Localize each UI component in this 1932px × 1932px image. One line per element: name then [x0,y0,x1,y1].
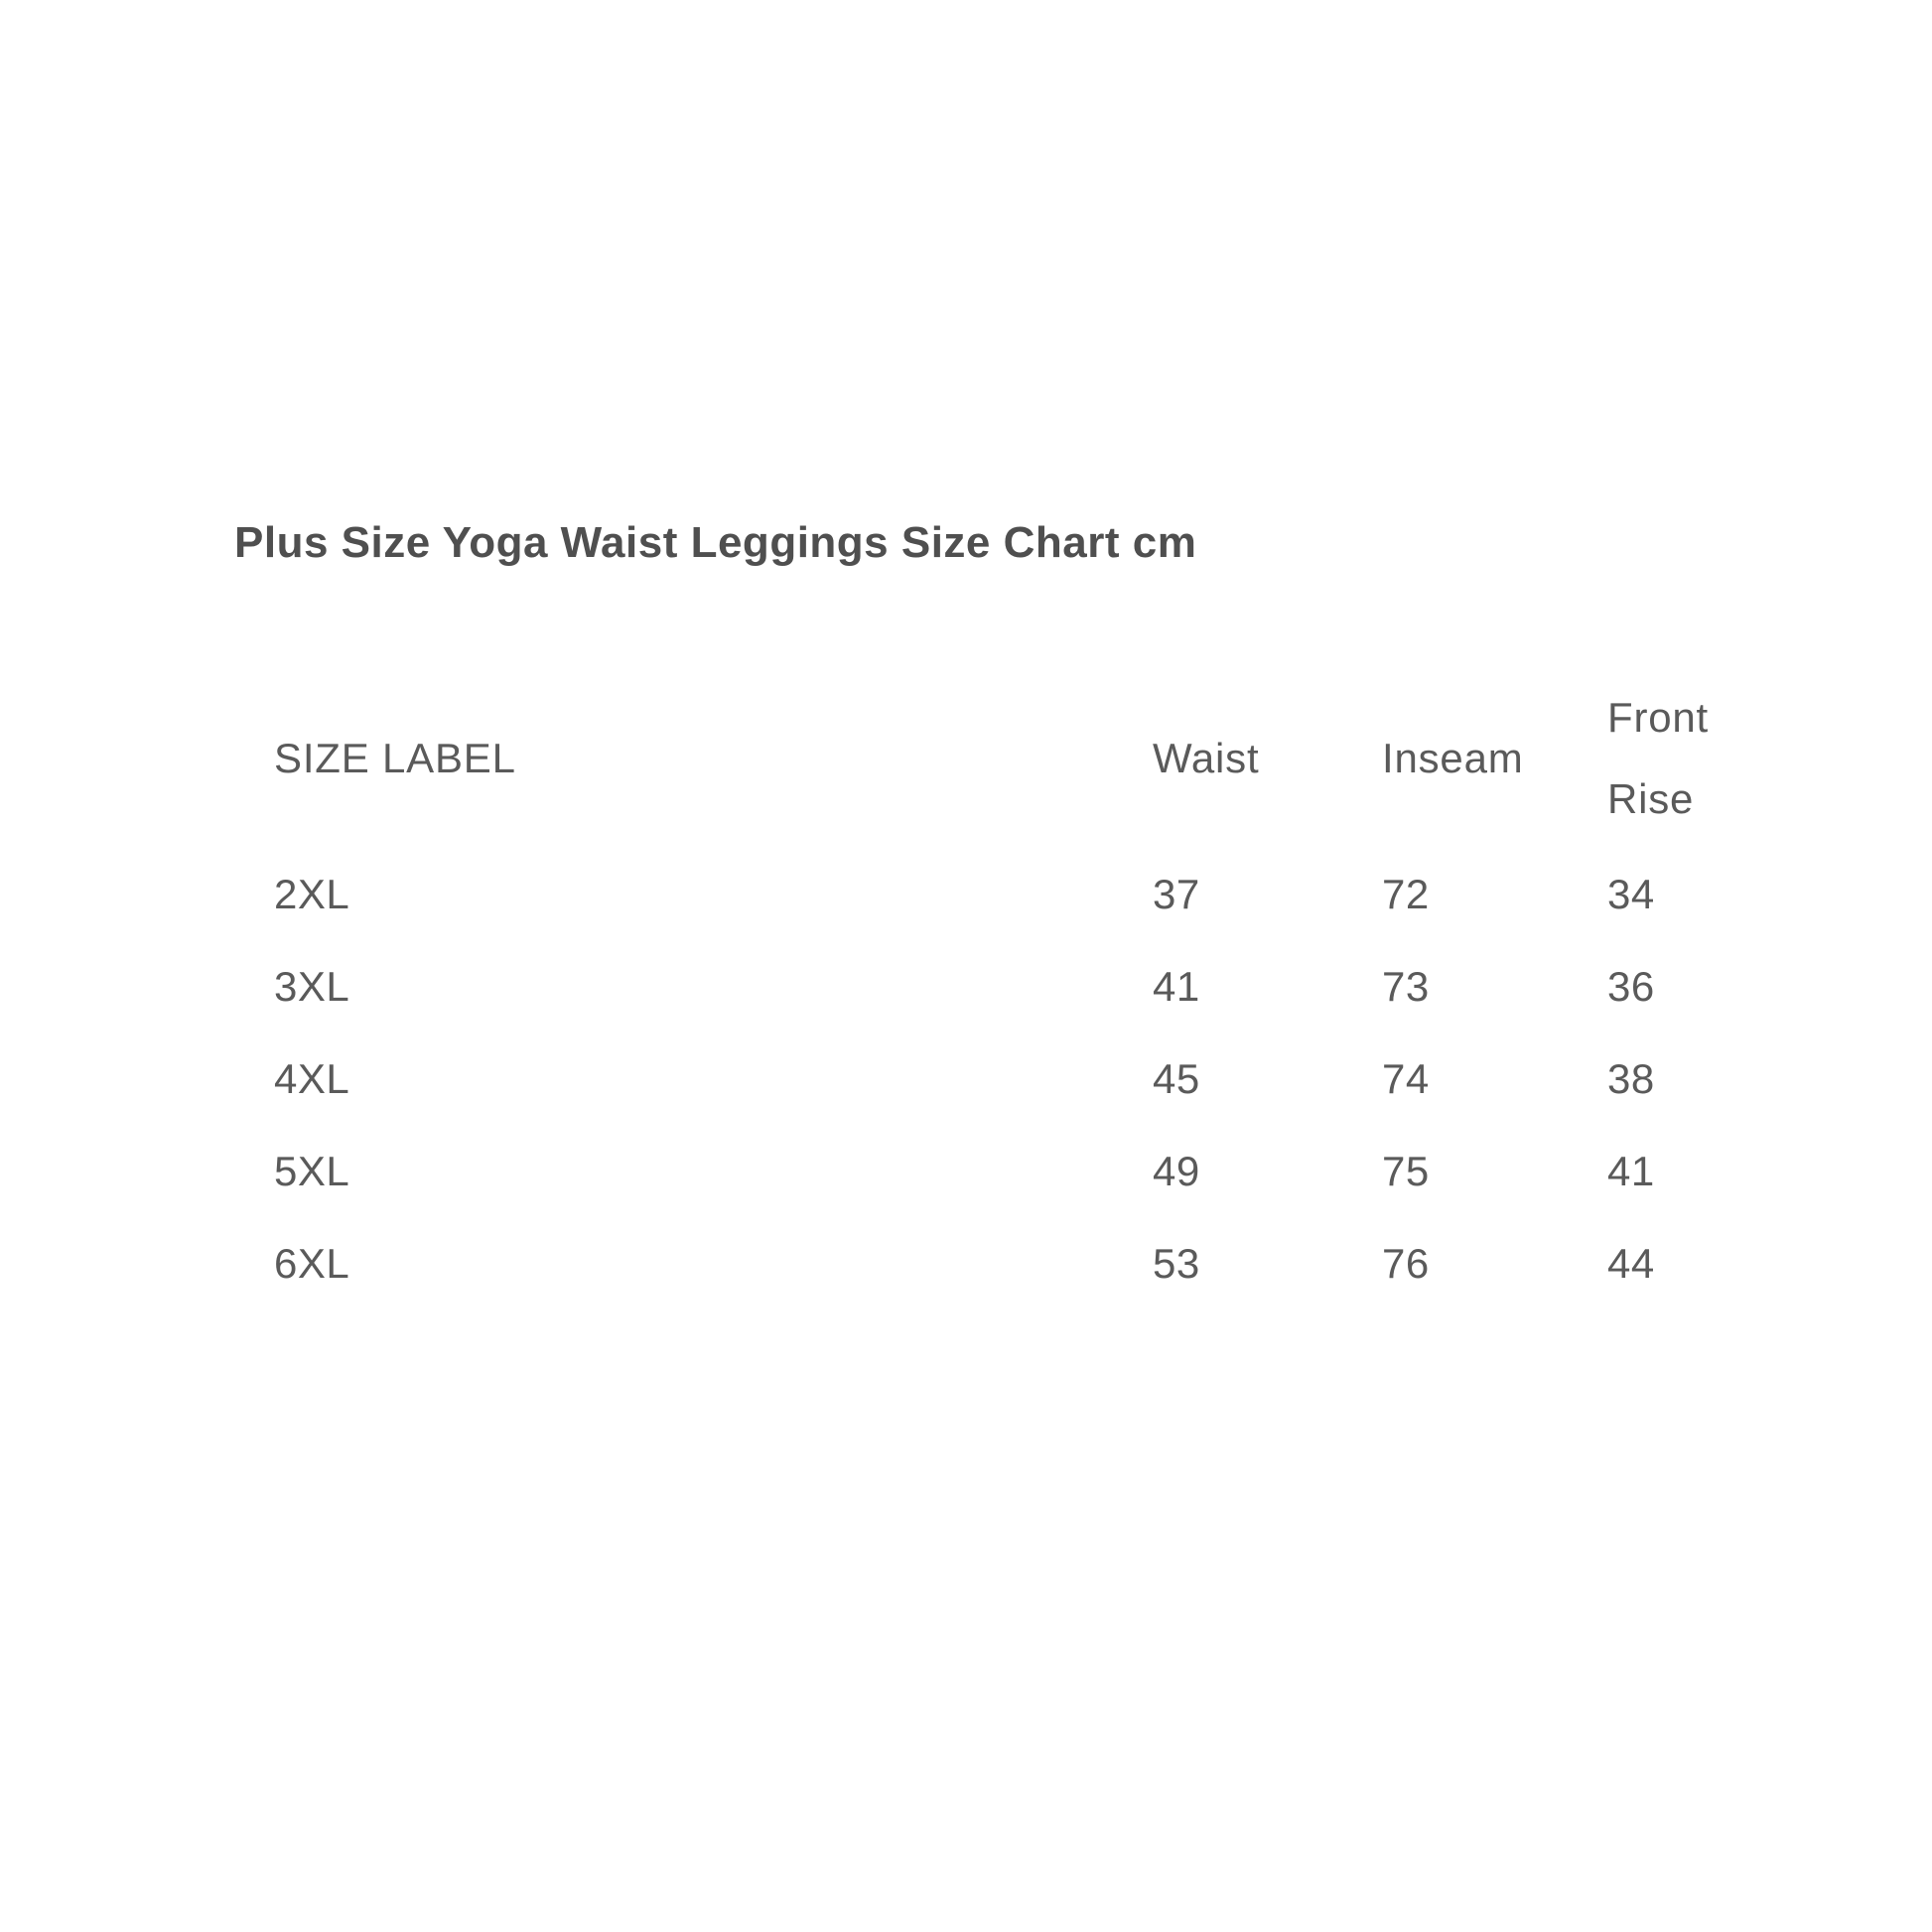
cell-waist: 37 [1153,871,1200,917]
header-size-label: SIZE LABEL [274,735,516,781]
cell-front-rise: 44 [1607,1240,1655,1287]
cell-front-rise: 34 [1607,871,1655,917]
cell-front-rise: 41 [1607,1148,1655,1194]
cell-inseam: 73 [1382,963,1430,1010]
cell-inseam: 72 [1382,871,1430,917]
header-front-rise: Front Rise [1607,694,1710,822]
cell-waist: 45 [1153,1055,1200,1102]
cell-inseam: 76 [1382,1240,1430,1287]
cell-size: 4XL [274,1055,350,1102]
cell-front-rise: 38 [1607,1055,1655,1102]
size-chart-table [274,685,1763,1320]
cell-waist: 53 [1153,1240,1200,1287]
cell-waist: 49 [1153,1148,1200,1194]
cell-size: 2XL [274,871,350,917]
cell-size: 6XL [274,1240,350,1287]
cell-front-rise: 36 [1607,963,1655,1010]
cell-size: 5XL [274,1148,350,1194]
cell-waist: 41 [1153,963,1200,1010]
cell-inseam: 75 [1382,1148,1430,1194]
cell-inseam: 74 [1382,1055,1430,1102]
header-inseam: Inseam [1382,735,1524,781]
cell-size: 3XL [274,963,350,1010]
header-waist: Waist [1153,735,1260,781]
page-title: Plus Size Yoga Waist Leggings Size Chart cm [234,518,1197,567]
